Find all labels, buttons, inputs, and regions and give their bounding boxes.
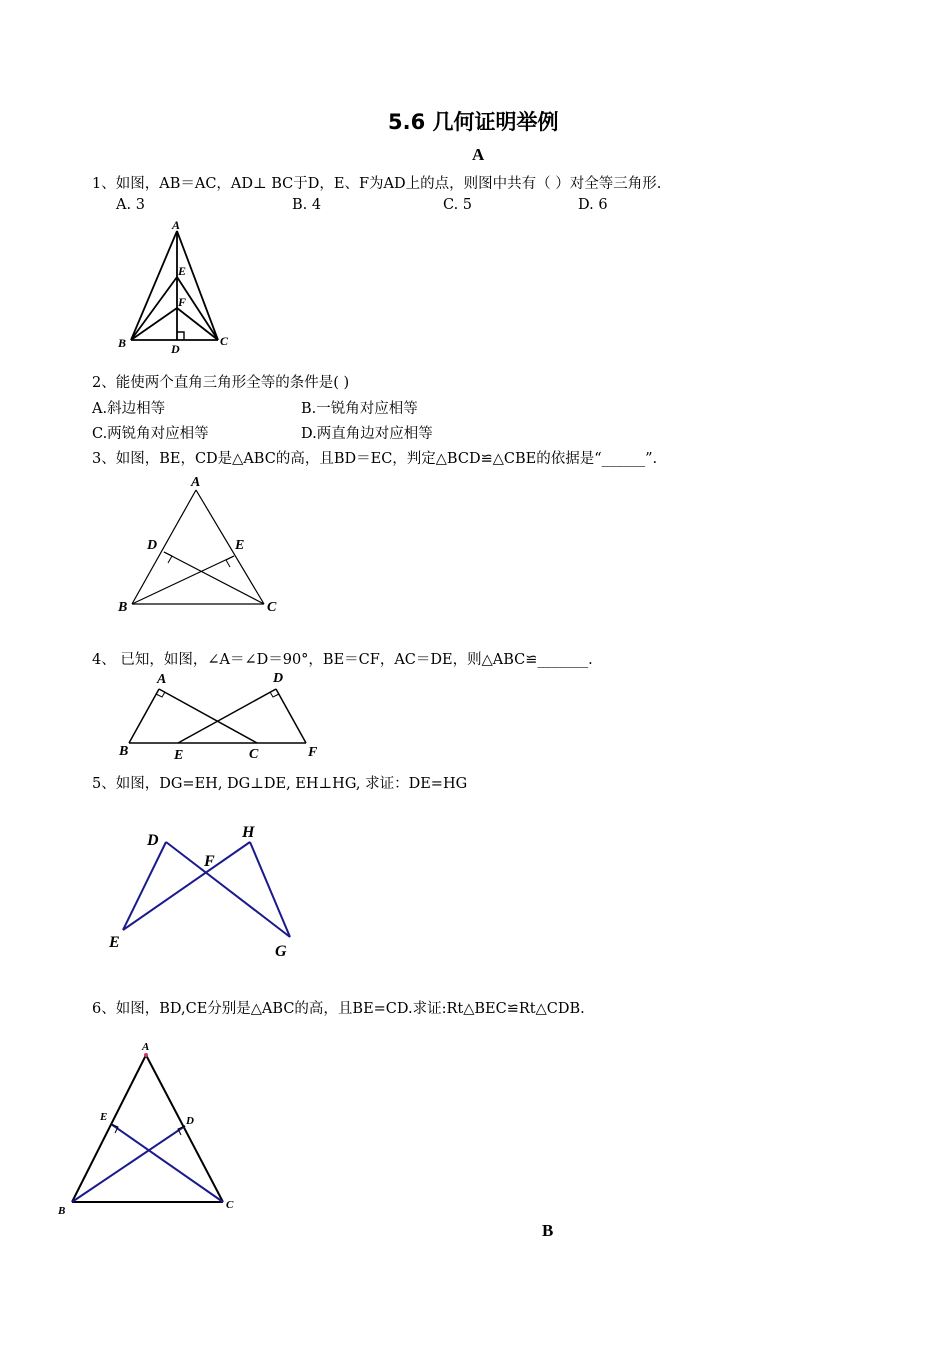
q3-label-a: A — [191, 475, 201, 490]
q4-label-e: E — [174, 748, 184, 763]
q4-label-b: B — [119, 744, 129, 759]
question-5-text: 5、如图，DG=EH, DG⊥DE, EH⊥HG, 求证：DE=HG — [92, 776, 468, 792]
q5-label-g: G — [275, 943, 287, 960]
question-4-text: 4、 已知，如图，∠A＝∠D＝90°，BE＝CF，AC＝DE，则△ABC≌_______. — [92, 652, 593, 668]
q6-label-d: D — [186, 1115, 194, 1127]
q1-label-f: F — [178, 295, 187, 309]
q1-label-b: B — [118, 336, 127, 350]
q3-label-c: C — [267, 600, 277, 615]
q1-label-a: A — [172, 218, 181, 232]
q6-label-b: B — [58, 1205, 66, 1217]
q1-option-b: B. 4 — [292, 197, 322, 213]
q6-line-ac — [146, 1055, 223, 1202]
q2-option-b: B.一锐角对应相等 — [301, 401, 418, 417]
q5-label-d: D — [147, 832, 159, 849]
question-2-text: 2、能使两个直角三角形全等的条件是( ) — [92, 375, 350, 391]
q2-option-a: A.斜边相等 — [92, 401, 166, 417]
q4-label-a: A — [157, 672, 167, 687]
q6-label-c: C — [226, 1199, 234, 1211]
q3-label-e: E — [235, 538, 245, 553]
q3-label-b: B — [118, 600, 128, 615]
question-3-text: 3、如图，BE，CD是△ABC的高，且BD＝EC，判定△BCD≌△CBE的依据是“______”. — [92, 451, 658, 467]
question-6-text: 6、如图，BD,CE分别是△ABC的高，且BE=CD.求证:Rt△BEC≌Rt△CDB. — [92, 1001, 585, 1017]
q6-line-ce — [111, 1124, 223, 1202]
q5-label-f: F — [204, 853, 215, 870]
q6-label-a: A — [142, 1041, 150, 1053]
q6-line-ab — [72, 1055, 146, 1202]
q6-label-e: E — [100, 1111, 108, 1123]
q4-label-c: C — [249, 747, 259, 762]
q2-option-c: C.两锐角对应相等 — [92, 426, 209, 442]
q2-option-d: D.两直角边对应相等 — [301, 426, 433, 442]
q4-label-f: F — [308, 745, 318, 760]
q5-label-e: E — [109, 934, 120, 951]
q6-vertex-a-dot — [144, 1053, 148, 1057]
q1-option-d: D. 6 — [578, 197, 608, 213]
page-title: 5.6 几何证明举例 — [388, 110, 559, 134]
q1-label-e: E — [178, 264, 187, 278]
q1-option-a: A. 3 — [116, 197, 145, 213]
q4-label-d: D — [273, 671, 284, 686]
question-1-text: 1、如图，AB＝AC，AD⊥ BC于D，E、F为AD上的点，则图中共有（ ）对全等三角形. — [92, 176, 662, 192]
q1-option-c: C. 5 — [443, 197, 473, 213]
section-a-heading: A — [472, 145, 485, 164]
q1-label-c: C — [220, 334, 229, 348]
section-b-heading: B — [542, 1221, 554, 1240]
q5-label-h: H — [242, 824, 255, 841]
q1-label-d: D — [171, 342, 180, 356]
q3-label-d: D — [147, 538, 158, 553]
